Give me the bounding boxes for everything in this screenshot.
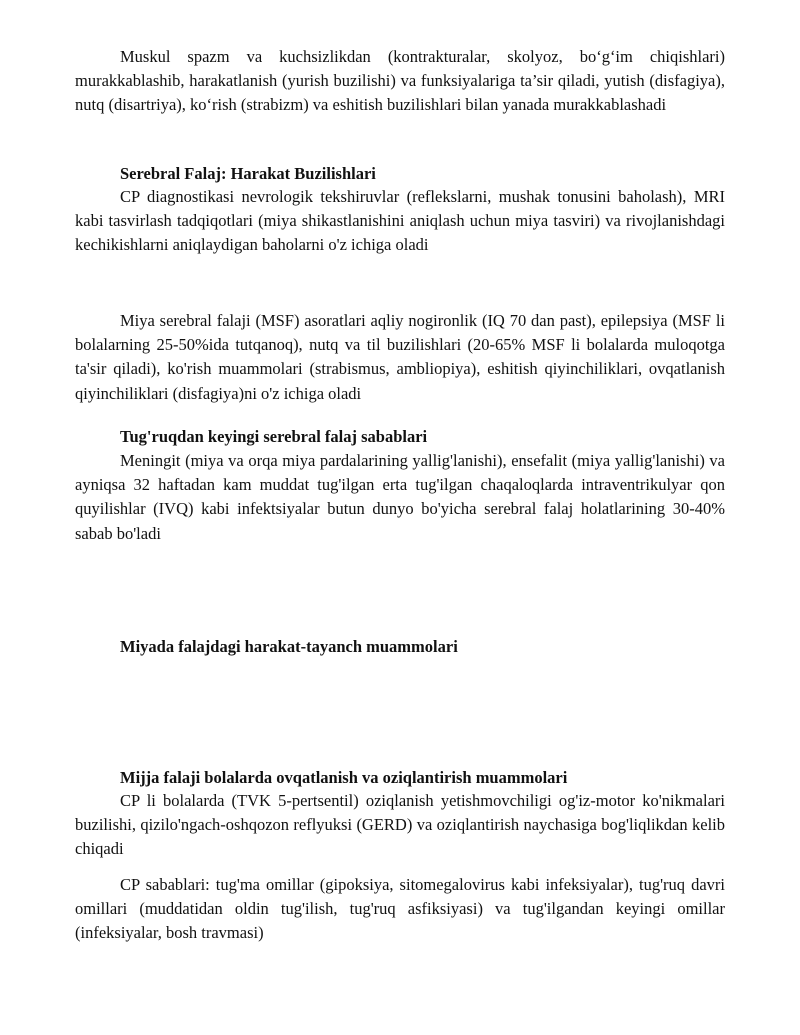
paragraph-cp-diagnostics: CP diagnostikasi nevrologik tekshiruvlar (reflekslarni, mushak tonusini baholash), MRI kabi tasvirlash tadqiqotlari (miya shikastlanishini aniqlash uchun miya tasviri) va rivojlanishdagi kechikishlarni aniqlaydigan baholarni o'z ichiga oladi	[75, 187, 725, 255]
paragraph-muscle-spasm: Muskul spazm va kuchsizlikdan (kontrakturalar, skolyoz, bo‘g‘im chiqishlari) murakkablashib, harakatlanish (yurish buzilishi) va funksiyalariga ta’sir qiladi, yutish (disfagiya), nutq (disartriya), ko‘rish (strabizm) va eshitish buzilishlari bilan yanada murakkablashadi	[75, 47, 725, 115]
heading-postnatal-causes: Tug'ruqdan keyingi serebral falaj sabablari	[120, 427, 428, 446]
heading-movement-disorders: Serebral Falaj: Harakat Buzilishlari	[120, 164, 376, 183]
paragraph-cp-causes: CP sabablari: tug'ma omillar (gipoksiya, sitomegalovirus kabi infeksiyalar), tug'ruq davri omillari (muddatidan oldin tug'ilish, tug'ruq asfiksiyasi) va tug'ilgandan keyingi omillar (infeksiyalar, bosh travmasi)	[75, 875, 725, 943]
paragraph-nutrition-deficiency: CP li bolalarda (TVK 5-pertsentil) oziqlanish yetishmovchiligi og'iz-motor ko'nikmalari buzilishi, qizilo'ngach-oshqozon reflyuksi (GERD) va oziqlantirish naychasiga bog'liqlikdan kelib chiqadi	[75, 791, 725, 859]
paragraph-msf-complications: Miya serebral falaji (MSF) asoratlari aqliy nogironlik (IQ 70 dan past), epilepsiya (MSF li bolalarning 25-50%ida tutqanoq), nutq va til buzilishlari (20-65% MSF li bolalarda muloqotga ta'sir qiladi), ko'rish muammolari (strabismus, ambliopiya), eshitish qiyinchiliklari, ovqatlanish qiyinchiliklari (disfagiya)ni o'z ichiga oladi	[75, 311, 725, 403]
heading-musculoskeletal-problems: Miyada falajdagi harakat-tayanch muammolari	[120, 637, 458, 656]
heading-feeding-problems: Mijja falaji bolalarda ovqatlanish va oziqlantirish muammolari	[120, 768, 568, 787]
paragraph-infections: Meningit (miya va orqa miya pardalarining yallig'lanishi), ensefalit (miya yallig'lanishi) va ayniqsa 32 haftadan kam muddat tug'ilgan erta tug'ilgan chaqaloqlarda intraventrikulyar qon quyilishlar (IVQ) kabi infektsiyalar butun dunyo bo'yicha serebral falaj holatlarining 30-40% sabab bo'ladi	[75, 451, 725, 543]
